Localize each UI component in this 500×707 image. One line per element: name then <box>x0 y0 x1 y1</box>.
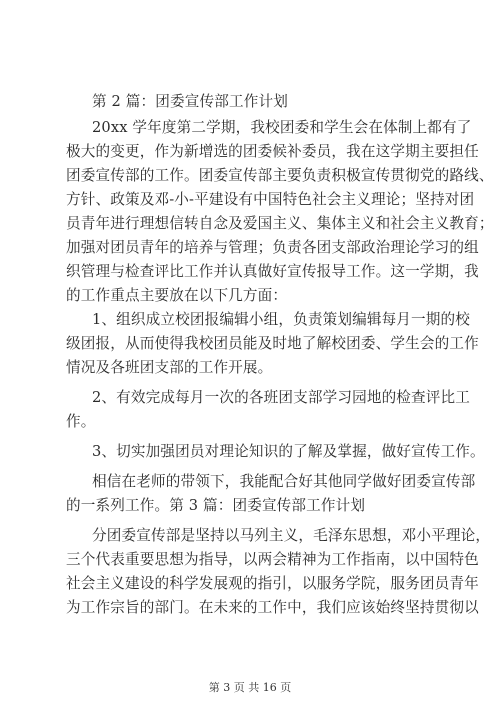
text-line: 织管理与检查评比工作并认真做好宣传报导工作。这一学期，我 <box>66 263 479 280</box>
section-heading: 第 2 篇：团委宣传部工作计划 <box>92 93 288 110</box>
text-line: 为工作宗旨的部门。在未来的工作中，我们应该始终坚持贯彻以 <box>66 599 479 616</box>
text-line: 员青年进行理想信转自念及爱国主义、集体主义和社会主义教育； <box>66 215 494 232</box>
text-line: 情况及各班团支部的工作开展。 <box>66 359 273 376</box>
text-line: 20xx 学年度第二学期，我校团委和学生会在体制上都有了 <box>92 119 472 136</box>
text-line: 极大的变更，作为新增选的团委候补委员，我在这学期主要担任 <box>66 143 479 160</box>
text-line: 三个代表重要思想为指导，以两会精神为工作指南，以中国特色 <box>66 551 479 568</box>
text-line: 的工作重点主要放在以下几方面： <box>66 287 288 304</box>
text-line: 3、切实加强团员对理论知识的了解及掌握，做好宣传工作。 <box>92 443 485 460</box>
text-line: 2、有效完成每月一次的各班团支部学习园地的检查评比工 <box>92 389 471 406</box>
text-line: 社会主义建设的科学发展观的指引，以服务学院，服务团员青年 <box>66 575 479 592</box>
text-line: 方针、政策及邓-小-平建设有中国特色社会主义理论；坚持对团 <box>66 191 475 208</box>
text-line: 加强对团员青年的培养与管理；负责各团支部政治理论学习的组 <box>66 239 479 256</box>
text-line: 1、组织成立校团报编辑小组，负责策划编辑每月一期的校 <box>92 311 471 328</box>
text-line: 的一系列工作。第 3 篇：团委宣传部工作计划 <box>66 497 366 514</box>
text-line: 团委宣传部的工作。团委宣传部主要负责积极宣传贯彻党的路线、 <box>66 167 494 184</box>
text-line: 相信在老师的带领下，我能配合好其他同学做好团委宣传部 <box>92 473 476 490</box>
page-number-footer: 第 3 页 共 16 页 <box>208 681 292 694</box>
text-line: 作。 <box>66 413 96 430</box>
text-line: 分团委宣传部是坚持以马列主义，毛泽东思想，邓小平理论， <box>92 527 491 544</box>
text-line: 级团报，从而使得我校团员能及时地了解校团委、学生会的工作 <box>66 335 479 352</box>
